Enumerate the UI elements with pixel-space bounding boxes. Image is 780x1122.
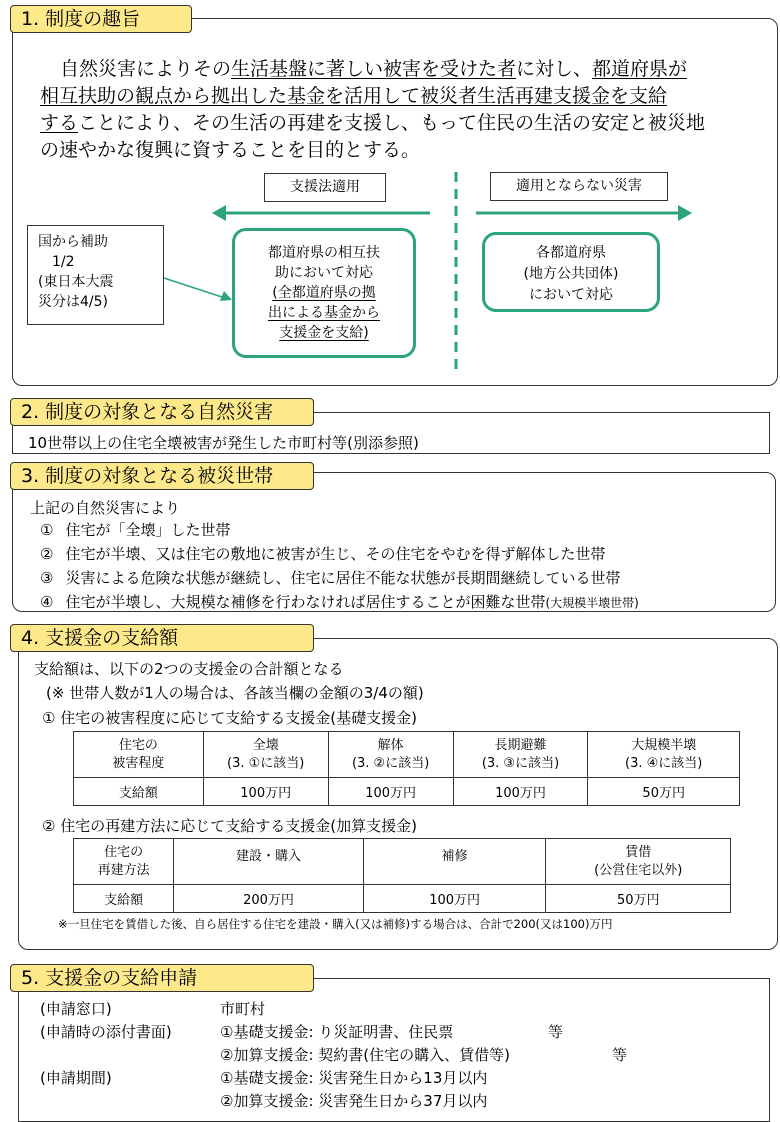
application-value: ①基礎支援金: 災害発生日から13月以内: [220, 1069, 488, 1087]
household-item-text: 住宅が半壊、又は住宅の敷地に被害が生じ、その住宅をやむを得ず解体した世帯: [65, 545, 606, 563]
basic-amount-2: 100万円: [453, 778, 588, 806]
add-amount-header: 支給額: [74, 885, 174, 913]
application-extra: 等: [612, 1046, 628, 1064]
basic-amount-header: 支給額: [74, 778, 204, 806]
application-label: (申請期間): [40, 1069, 112, 1087]
basic-amount-3: 50万円: [588, 778, 740, 806]
basic-support-table: [73, 731, 740, 806]
household-item-text: 災害による危険な状態が継続し、住宅に居住不能な状態が長期間継続している世帯: [65, 569, 621, 587]
purpose-line-4: の速やかな復興に資することを目的とする。: [40, 139, 421, 161]
application-value: ②加算支援金: 災害発生日から37月以内: [220, 1092, 488, 1110]
arrow-subsidy-icon: [164, 278, 225, 298]
add-col-2: 賃借 (公営住宅以外): [546, 839, 731, 885]
section2-title: 2. 制度の対象となる自然災害: [10, 398, 314, 426]
household-item-number: ③: [40, 569, 54, 587]
purpose-line-3: することにより、その生活の再建を支援し、もって住民の生活の安定と被災地: [40, 112, 706, 134]
section1-title: 1. 制度の趣旨: [10, 5, 192, 33]
application-value: ①基礎支援金: り災証明書、住民票: [220, 1023, 454, 1041]
household-item: [40, 543, 605, 564]
application-label: (申請窓口): [40, 1000, 112, 1018]
household-item-number: ④: [40, 593, 54, 611]
gov-subsidy-box: 国から補助 1/2 (東日本大震 災分は4/5): [27, 225, 164, 325]
application-extra: 等: [548, 1023, 564, 1041]
arrow-right-head-icon: [678, 205, 692, 221]
application-value: 市町村: [220, 1000, 266, 1018]
add-amount-2: 50万円: [546, 885, 731, 913]
household-item-text: 住宅が半壊し、大規模な補修を行わなければ居住することが困難な世帯: [65, 593, 546, 611]
section3-title: 3. 制度の対象となる被災世帯: [10, 462, 314, 490]
add-amount-1: 100万円: [363, 885, 546, 913]
basic-support-title: ① 住宅の被害程度に応じて支給する支援金(基礎支援金): [42, 709, 417, 727]
purpose-line-1: 自然災害によりその生活基盤に著しい被害を受けた者に対し、都道府県が: [60, 58, 688, 80]
label-applied: 支援法適用: [290, 179, 360, 195]
add-col-1: 補修: [363, 839, 546, 885]
basic-col-0: 全壊 (3. ①に該当): [203, 732, 328, 778]
section4-footnote: ※一旦住宅を賃借した後、自ら居住する住宅を建設・購入(又は補修)する場合は、合計で200(又は100)万円: [58, 917, 613, 931]
damage-level-header: 住宅の 被害程度: [74, 732, 204, 778]
application-value: ②加算支援金: 契約書(住宅の購入、賃借等): [220, 1046, 510, 1064]
application-label: (申請時の添付書面): [40, 1023, 172, 1041]
section2-text: 10世帯以上の住宅全壊被害が発生した市町村等(別添参照): [28, 434, 419, 452]
section4-title: 4. 支援金の支給額: [10, 624, 314, 652]
label-not-applied: 適用とならない災害: [516, 178, 642, 194]
add-col-0: 建設・購入: [174, 839, 364, 885]
section4-intro: 支給額は、以下の2つの支援金の合計額となる: [34, 660, 344, 678]
household-item-number: ②: [40, 545, 54, 563]
local-gov-box: 各都道府県 (地方公共団体) において対応: [482, 232, 660, 312]
purpose-line-2: 相互扶助の観点から拠出した基金を活用して被災者生活再建支援金を支給: [40, 85, 668, 107]
rebuild-method-header: 住宅の 再建方法: [74, 839, 174, 885]
household-item-text: 住宅が「全壊」した世帯: [65, 521, 231, 539]
arrow-subsidy-head-icon: [220, 291, 232, 301]
basic-col-1: 解体 (3. ②に該当): [328, 732, 453, 778]
basic-col-3: 大規模半壊 (3. ④に該当): [588, 732, 740, 778]
household-item-number: ①: [40, 521, 54, 539]
household-item: [40, 591, 639, 612]
household-item-note: (大規模半壊世帯): [545, 596, 639, 610]
section4-note: (※ 世帯人数が1人の場合は、各該当欄の金額の3/4の額): [46, 684, 424, 702]
additional-support-title: ② 住宅の再建方法に応じて支給する支援金(加算支援金): [42, 817, 417, 835]
basic-amount-0: 100万円: [203, 778, 328, 806]
household-item: [40, 519, 230, 540]
section3-intro: 上記の自然災害により: [30, 499, 181, 517]
basic-col-2: 長期避難 (3. ③に該当): [453, 732, 588, 778]
section5-title: 5. 支援金の支給申請: [10, 964, 314, 992]
mutual-aid-box: 都道府県の相互扶 助において対応 (全都道府県の拠 出による基金から 支援金を支給): [232, 228, 416, 358]
add-amount-0: 200万円: [174, 885, 364, 913]
household-item: [40, 567, 620, 588]
arrow-left-head-icon: [212, 205, 226, 221]
basic-amount-1: 100万円: [328, 778, 453, 806]
additional-support-table: [73, 838, 731, 913]
